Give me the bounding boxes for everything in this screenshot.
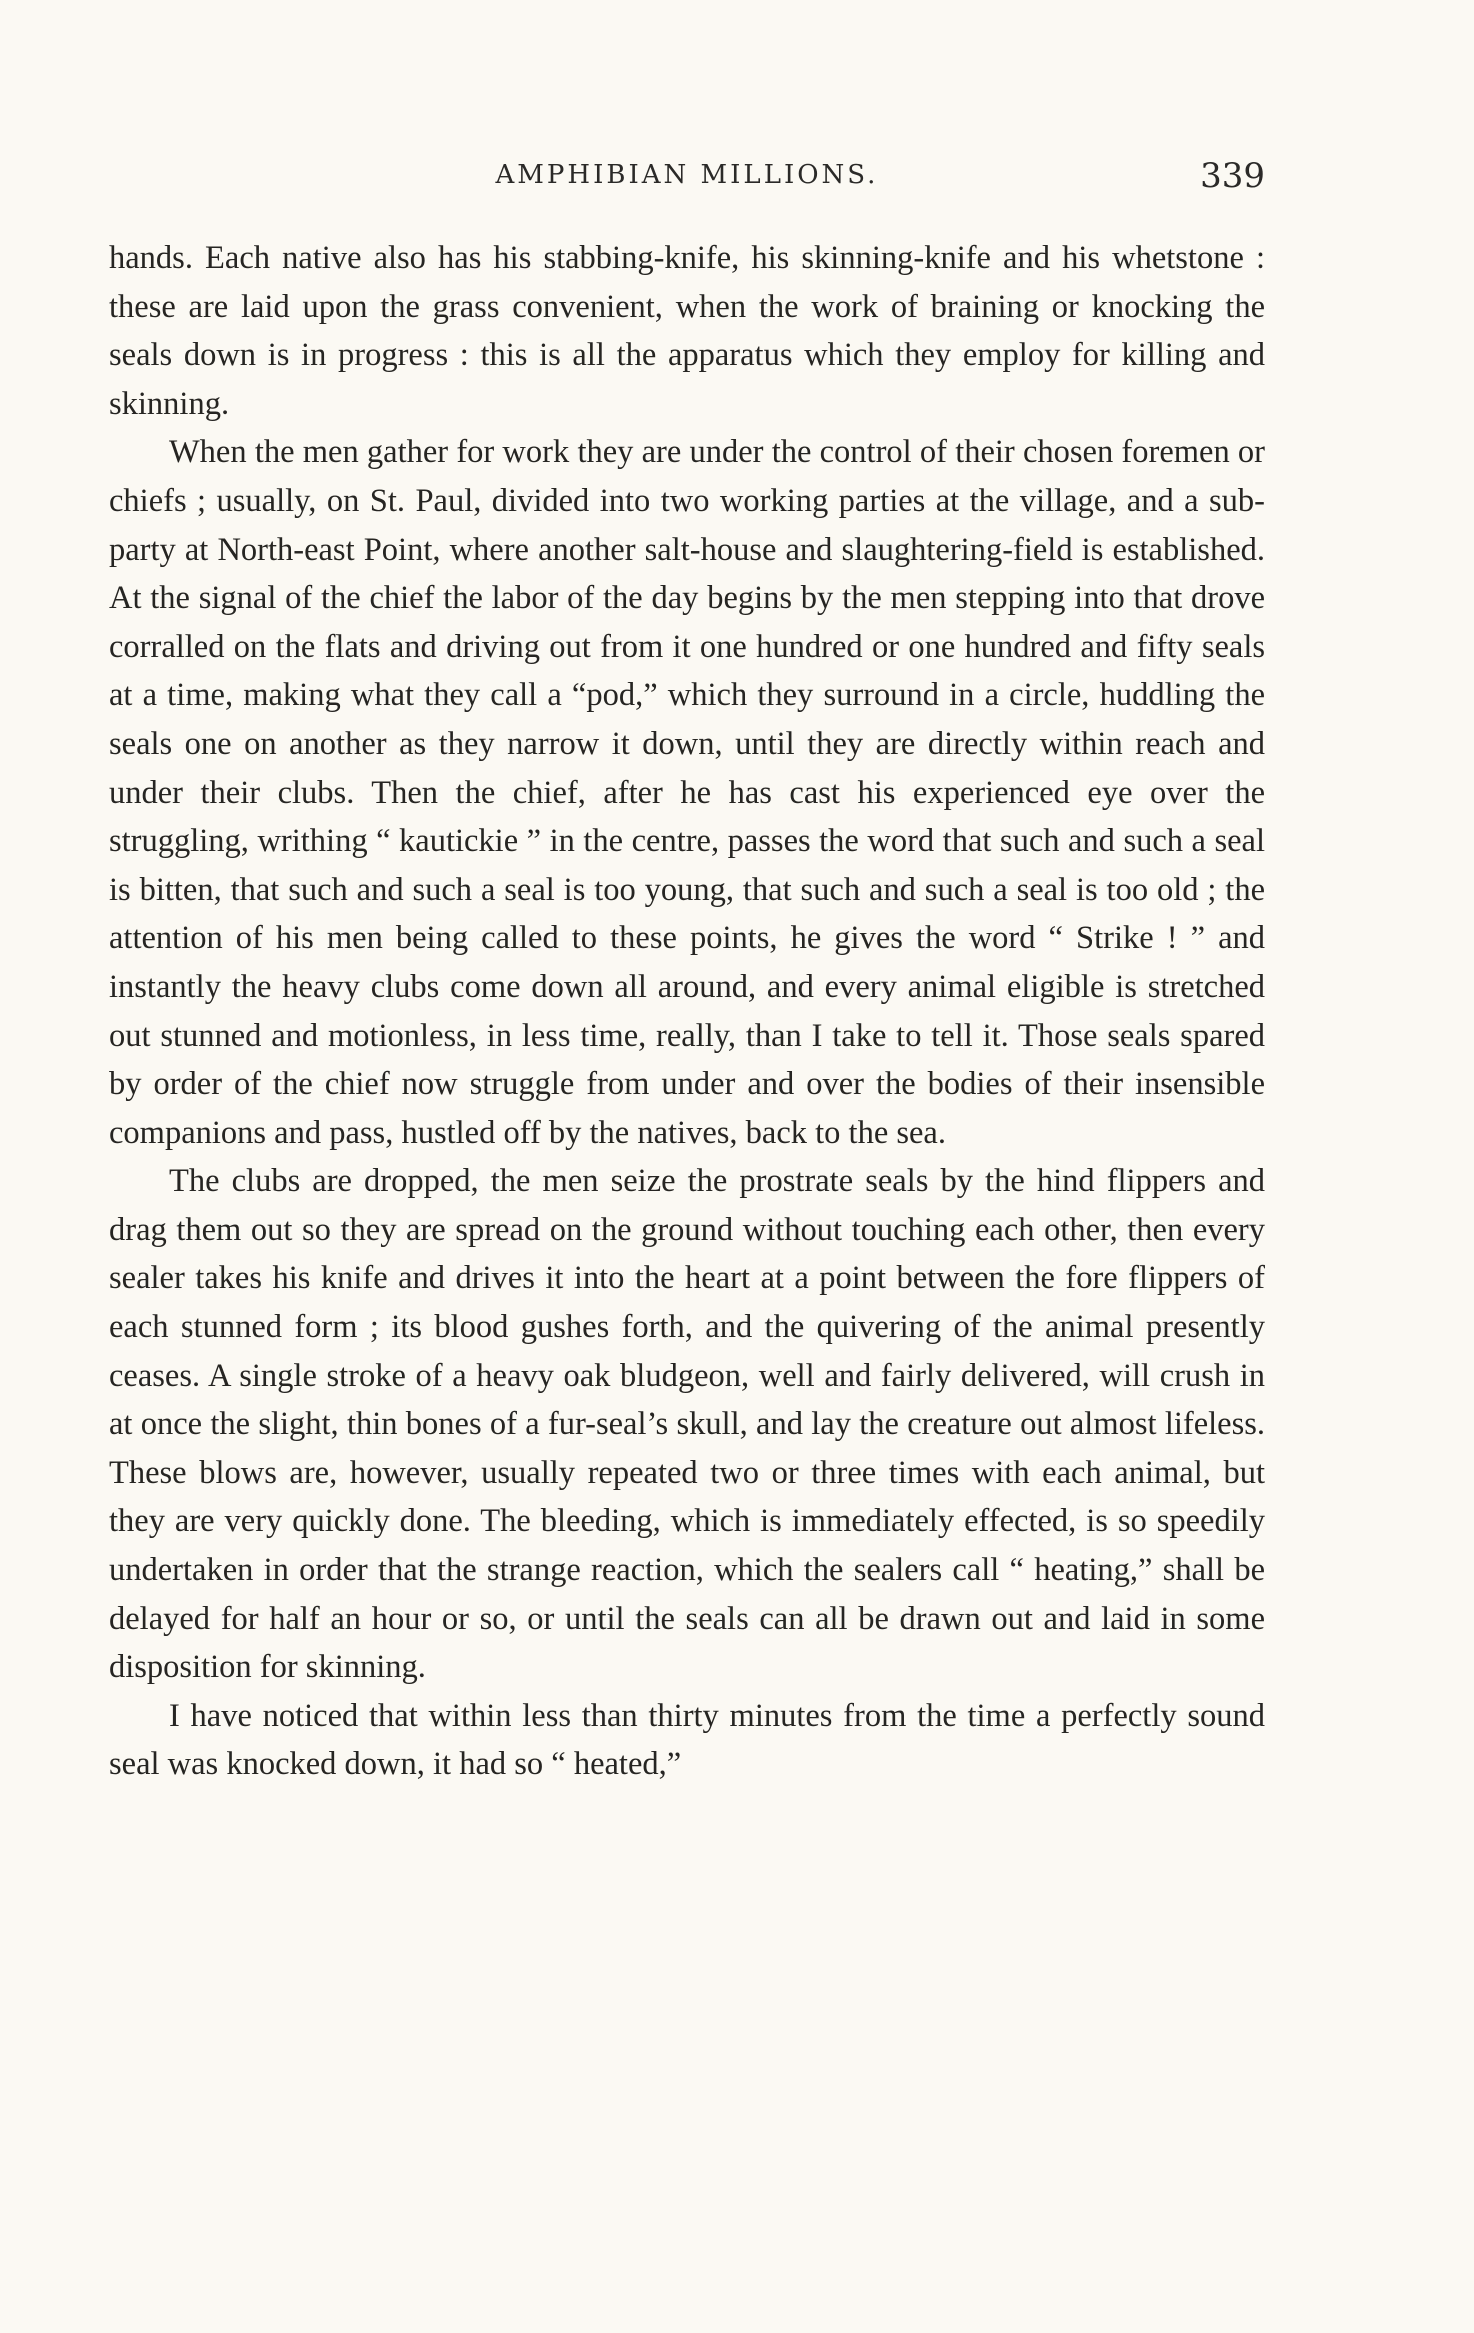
paragraph: When the men gather for work they are under the control of their chosen foremen or chiefs ; usually, on St. Paul, divided into two working parties at the village, and a sub-party at North-east Point, where another salt-house and slaughtering-field is established. At the signal of the chief the labor of the day begins by the men stepping into that drove corralled on the flats and driving out from it one hundred or one hundred and fifty seals at a time, making what they call a “pod,” which they surround in a circle, huddling the seals one on another as they narrow it down, until they are directly within reach and under their clubs. Then the chief, after he has cast his experienced eye over the struggling, writhing “ kautickie ” in the centre, passes the word that such and such a seal is bitten, that such and such a seal is too young, that such and such a seal is too old ; the attention of his men being called to these points, he gives the word “ Strike ! ” and instantly the heavy clubs come down all around, and every animal eligible is stretched out stunned and motionless, in less time, really, than I take to tell it. Those seals spared by order of the chief now struggle from under and over the bodies of their insensible companions and pass, hustled off by the natives, back to the sea.: [109, 434, 1265, 1151]
running-title: AMPHIBIAN MILLIONS.: [495, 160, 879, 190]
paragraph: I have noticed that within less than thirty minutes from the time a perfectly sound seal was knocked down, it had so “ heated,”: [109, 1697, 1265, 1783]
page-number: 339: [1200, 156, 1265, 196]
running-head: [109, 156, 1265, 208]
paragraph: The clubs are dropped, the men seize the prostrate seals by the hind flippers and drag them out so they are spread on the ground without touching each other, then every sealer takes his knife and drives it into the heart at a point between the fore flippers of each stunned form ; its blood gushes forth, and the quivering of the animal presently ceases. A single stroke of a heavy oak bludgeon, well and fairly delivered, will crush in at once the slight, thin bones of a fur-seal’s skull, and lay the creature out almost lifeless. These blows are, however, usually repeated two or three times with each animal, but they are very quickly done. The bleeding, which is immediately effected, is so speedily undertaken in order that the strange reaction, which the sealers call “ heating,” shall be delayed for half an hour or so, or until the seals can all be drawn out and laid in some disposition for skinning.: [109, 1163, 1265, 1686]
paragraph-continued: hands. Each native also has his stabbing-knife, his skinning-knife and his whetstone : these are laid upon the grass convenient, when the work of braining or knocking the seals down is in progress : this is all the apparatus which they employ for killing and skinning.: [109, 240, 1265, 422]
body-text: [109, 234, 1265, 1789]
